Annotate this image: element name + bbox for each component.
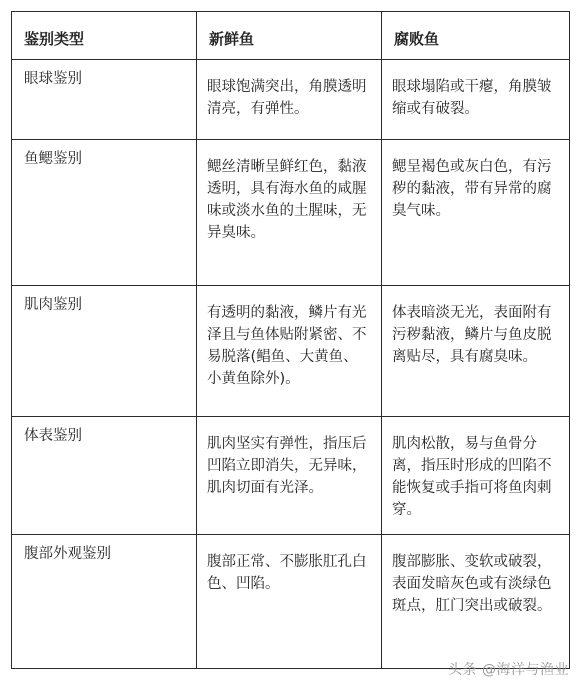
spoiled-description-cell: 腹部膨胀、变软或破裂，表面发暗灰色或有淡绿色斑点，肛门突出或破裂。	[382, 535, 570, 669]
table-row	[12, 417, 570, 535]
fresh-description-cell: 腹部正常、不膨胀肛孔白色、凹陷。	[197, 535, 382, 669]
table-row	[12, 535, 570, 669]
row-type-cell: 眼球鉴别	[12, 60, 197, 140]
header-spoiled-fish: 腐败鱼	[382, 12, 570, 60]
spoiled-description-cell: 眼球塌陷或干瘪，角膜皱缩或有破裂。	[382, 60, 570, 140]
spoiled-description-cell: 肌肉松散，易与鱼骨分离，指压时形成的凹陷不能恢复或手指可将鱼肉刺穿。	[382, 417, 570, 535]
spoiled-description-cell: 鳃呈褐色或灰白色，有污秽的黏液，带有异常的腐臭气味。	[382, 140, 570, 286]
header-identification-type: 鉴别类型	[12, 12, 197, 60]
fish-freshness-table	[11, 11, 570, 669]
row-type-cell: 鱼鳃鉴别	[12, 140, 197, 286]
table-row	[12, 140, 570, 286]
watermark-text: 头条 @海洋与渔业	[448, 662, 569, 678]
row-type-cell: 腹部外观鉴别	[12, 535, 197, 669]
spoiled-description-cell: 体表暗淡无光，表面附有污秽黏液，鳞片与鱼皮脱离贴尽，具有腐臭味。	[382, 286, 570, 417]
fresh-description-cell: 鳃丝清晰呈鲜红色，黏液透明，具有海水鱼的咸腥味或淡水鱼的土腥味，无异臭味。	[197, 140, 382, 286]
fresh-description-cell: 眼球饱满突出，角膜透明清亮，有弹性。	[197, 60, 382, 140]
header-row	[12, 12, 570, 60]
fresh-description-cell: 有透明的黏液，鳞片有光泽且与鱼体贴附紧密、不易脱落(鲳鱼、大黄鱼、小黄鱼除外)。	[197, 286, 382, 417]
header-fresh-fish: 新鲜鱼	[197, 12, 382, 60]
table-row	[12, 286, 570, 417]
row-type-cell: 肌肉鉴别	[12, 286, 197, 417]
fresh-description-cell: 肌肉坚实有弹性，指压后凹陷立即消失，无异味，肌肉切面有光泽。	[197, 417, 382, 535]
table-row	[12, 60, 570, 140]
row-type-cell: 体表鉴别	[12, 417, 197, 535]
